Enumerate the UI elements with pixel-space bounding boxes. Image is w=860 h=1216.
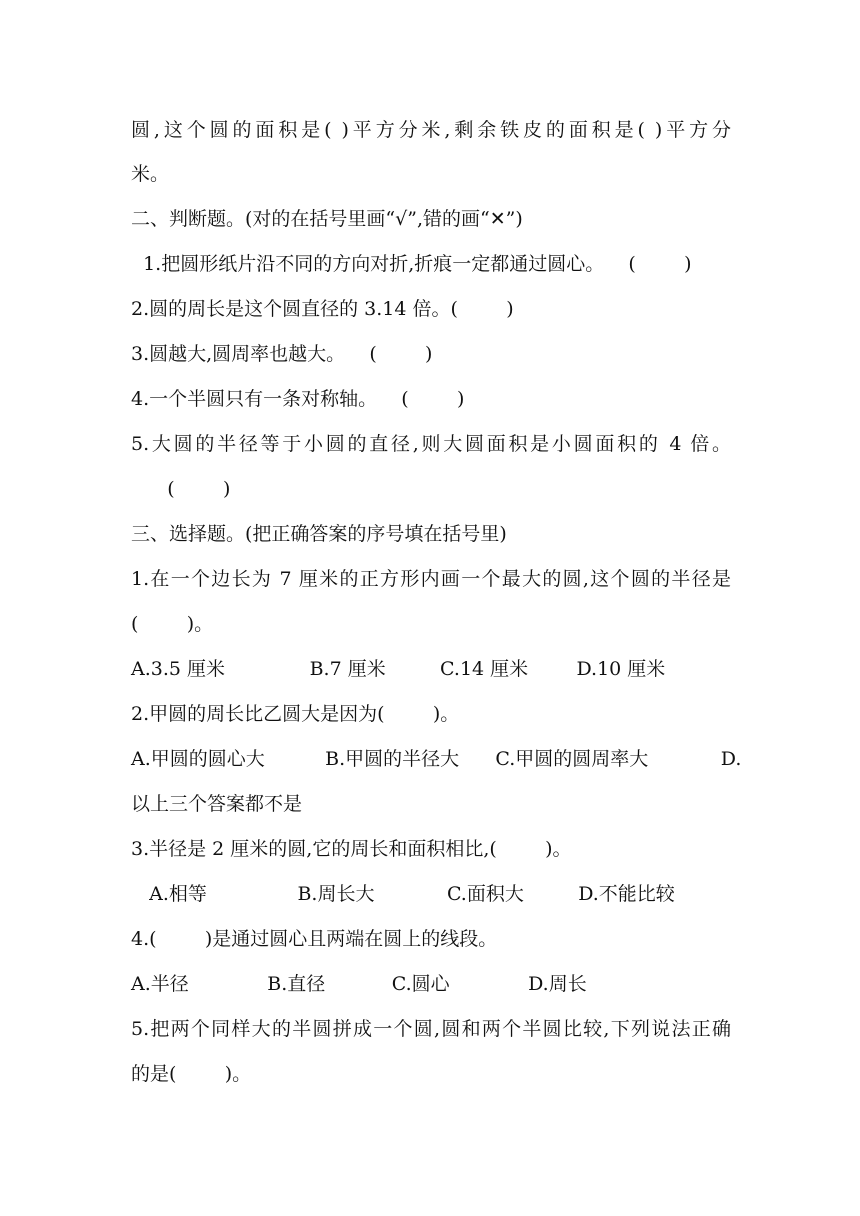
mc-question-4-options: A.半径 B.直径 C.圆心 D.周长 (131, 973, 587, 995)
mc-question-2: 2.甲圆的周长比乙圆大是因为( )。 (131, 703, 460, 725)
mc-question-5-end: 的是( )。 (131, 1063, 252, 1085)
tf-question-3: 3.圆越大,圆周率也越大。 ( ) (131, 343, 433, 365)
tf-question-5: 5.大圆的半径等于小圆的直径,则大圆面积是小圆面积的 4 倍。 (131, 433, 731, 455)
fill-blank-q-continuation-end: 米。 (131, 163, 170, 185)
mc-question-5: 5.把两个同样大的半圆拼成一个圆,圆和两个半圆比较,下列说法正确 (131, 1018, 731, 1040)
section-heading-true-false: 二、判断题。(对的在括号里画“√”,错的画“✕”) (131, 208, 523, 230)
section-heading-multiple-choice: 三、选择题。(把正确答案的序号填在括号里) (131, 523, 507, 545)
tf-question-2: 2.圆的周长是这个圆直径的 3.14 倍。( ) (131, 298, 514, 320)
tf-question-4: 4.一个半圆只有一条对称轴。 ( ) (131, 388, 465, 410)
mc-question-2-option-d: 以上三个答案都不是 (131, 793, 303, 815)
mc-question-3-options: A.相等 B.周长大 C.面积大 D.不能比较 (131, 883, 675, 905)
mc-question-1-blank: ( )。 (131, 613, 214, 635)
tf-question-1: 1.把圆形纸片沿不同的方向对折,折痕一定都通过圆心。 ( ) (131, 253, 692, 275)
mc-question-1: 1.在一个边长为 7 厘米的正方形内画一个最大的圆,这个圆的半径是 (131, 568, 731, 590)
mc-question-1-options: A.3.5 厘米 B.7 厘米 C.14 厘米 D.10 厘米 (131, 658, 666, 680)
mc-question-3: 3.半径是 2 厘米的圆,它的周长和面积相比,( )。 (131, 838, 572, 860)
fill-blank-q-continuation: 圆,这个圆的面积是( )平方分米,剩余铁皮的面积是( )平方分 (131, 119, 731, 141)
tf-question-5-answer-blank: ( ) (131, 478, 231, 500)
mc-question-4: 4.( )是通过圆心且两端在圆上的线段。 (131, 928, 498, 950)
mc-question-2-options: A.甲圆的圆心大 B.甲圆的半径大 C.甲圆的圆周率大 D. (131, 748, 742, 770)
